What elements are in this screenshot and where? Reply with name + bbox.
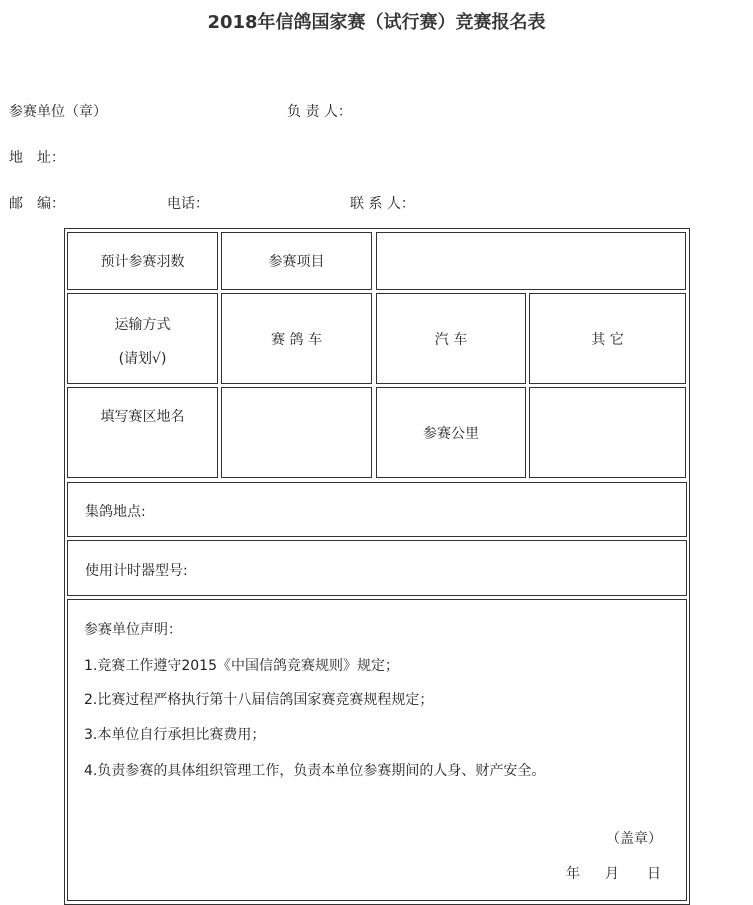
transport-option-other: 其 它 xyxy=(591,331,624,348)
leader-label: 负 责 人： xyxy=(287,104,352,120)
event-label: 参赛项目 xyxy=(268,254,325,270)
date-month: 月 xyxy=(605,866,619,882)
distance-value-cell[interactable] xyxy=(529,387,686,478)
declaration-item: 1.竞赛工作遵守2015《中国信鸽竞赛规则》规定； xyxy=(84,658,399,674)
collection-label: 集鸽地点: xyxy=(85,504,146,520)
postcode-label: 邮 编： xyxy=(9,196,65,212)
transport-option-car: 汽 车 xyxy=(434,331,468,348)
distance-label: 参赛公里 xyxy=(423,425,479,442)
zone-label-cell xyxy=(67,387,218,478)
declaration-item: 2.比赛过程严格执行第十八届信鸽国家赛竞赛规程规定； xyxy=(84,692,434,708)
event-value-cell xyxy=(376,232,686,290)
birds-count-label: 预计参赛羽数 xyxy=(100,254,185,270)
transport-option-cell[interactable] xyxy=(221,293,372,384)
form-title: 2018年信鸽国家赛（试行赛）竞赛报名表 xyxy=(207,12,546,33)
transport-option-pigeon-truck: 赛 鸽 车 xyxy=(271,331,322,348)
declaration-item: 3.本单位自行承担比赛费用； xyxy=(84,727,266,743)
date-day: 日 xyxy=(647,866,661,882)
zone-label: 填写赛区地名 xyxy=(100,409,185,425)
unit-label: 参赛单位（章） xyxy=(9,104,107,120)
birds-count-label-cell xyxy=(67,232,218,290)
timer-label: 使用计时器型号: xyxy=(85,563,188,579)
timer-row[interactable] xyxy=(67,540,687,596)
event-label-cell xyxy=(221,232,372,290)
transport-hint: (请划√) xyxy=(118,351,167,367)
contact-label: 联 系 人： xyxy=(350,196,415,212)
declaration-box xyxy=(67,599,687,901)
declaration-item: 4.负责参赛的具体组织管理工作，负责本单位参赛期间的人身、财产安全。 xyxy=(84,763,546,779)
transport-label-cell xyxy=(67,293,218,384)
address-label: 地 址： xyxy=(9,150,65,166)
distance-label-cell xyxy=(376,387,526,478)
transport-option-cell[interactable] xyxy=(529,293,686,384)
transport-option-cell[interactable] xyxy=(376,293,526,384)
zone-value-cell[interactable] xyxy=(221,387,372,478)
collection-row[interactable] xyxy=(67,482,687,537)
declaration-heading: 参赛单位声明： xyxy=(84,622,182,638)
transport-label: 运输方式 xyxy=(114,317,171,333)
seal-label: （盖章） xyxy=(606,831,662,847)
phone-label: 电话： xyxy=(167,196,209,212)
date-year: 年 xyxy=(566,866,580,882)
